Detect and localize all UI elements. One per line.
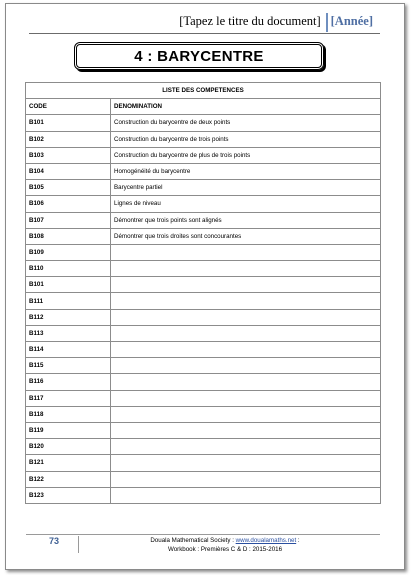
table-body [26, 115, 381, 504]
table-row [26, 342, 381, 358]
table-row [26, 228, 381, 244]
competence-code: B122 [26, 471, 111, 487]
competence-denomination [111, 374, 381, 390]
column-header-code: CODE [26, 99, 111, 115]
table-row [26, 131, 381, 147]
competence-denomination [111, 277, 381, 293]
table-row [26, 406, 381, 422]
footer-website-link[interactable]: www.doualamaths.net [235, 537, 297, 544]
competence-denomination: Construction du barycentre de plus de trois points [111, 147, 381, 163]
competence-code: B105 [26, 180, 111, 196]
column-header-denomination: DENOMINATION [111, 99, 381, 115]
footer-rule [26, 534, 380, 535]
table-row [26, 293, 381, 309]
table-row [26, 390, 381, 406]
table-row [26, 471, 381, 487]
competence-code: B120 [26, 439, 111, 455]
competence-code: B114 [26, 342, 111, 358]
competence-denomination [111, 309, 381, 325]
competence-code: B101 [26, 277, 111, 293]
competence-denomination: Démontrer que trois points sont alignés [111, 212, 381, 228]
footer-society-line [105, 536, 345, 545]
footer-separator [78, 536, 79, 553]
competence-code: B116 [26, 374, 111, 390]
page-number: 73 [49, 536, 60, 546]
competence-denomination: Démontrer que trois droites sont concourantes [111, 228, 381, 244]
competence-denomination: Barycentre partiel [111, 180, 381, 196]
header-rule [29, 33, 380, 34]
table-row [26, 358, 381, 374]
competence-code: B121 [26, 455, 111, 471]
competence-code: B104 [26, 163, 111, 179]
competence-denomination [111, 471, 381, 487]
competence-denomination [111, 422, 381, 438]
competence-code: B106 [26, 196, 111, 212]
competence-code: B115 [26, 358, 111, 374]
table-row [26, 261, 381, 277]
table-row [26, 277, 381, 293]
competence-code: B117 [26, 390, 111, 406]
chapter-title-box [74, 42, 324, 70]
table-row [26, 212, 381, 228]
table-row [26, 374, 381, 390]
table-row [26, 487, 381, 503]
table-row [26, 244, 381, 260]
competence-code: B108 [26, 228, 111, 244]
table-row [26, 455, 381, 471]
competence-denomination: Construction du barycentre de trois points [111, 131, 381, 147]
competence-denomination [111, 390, 381, 406]
competence-code: B123 [26, 487, 111, 503]
competence-denomination [111, 261, 381, 277]
competence-code: B113 [26, 325, 111, 341]
table-row [26, 196, 381, 212]
competence-code: B119 [26, 422, 111, 438]
footer-society-suffix: : [296, 537, 300, 544]
competence-code: B112 [26, 309, 111, 325]
competence-denomination: Construction du barycentre de deux points [111, 115, 381, 131]
competence-code: B102 [26, 131, 111, 147]
competence-denomination [111, 358, 381, 374]
competence-denomination [111, 406, 381, 422]
table-row [26, 115, 381, 131]
table-row [26, 325, 381, 341]
table-header-row [26, 99, 381, 115]
competence-denomination: Homogénéité du barycentre [111, 163, 381, 179]
competence-code: B118 [26, 406, 111, 422]
chapter-title: 4 : BARYCENTRE [134, 47, 264, 65]
table-caption: LISTE DES COMPETENCES [26, 83, 381, 99]
table-caption-row [26, 83, 381, 99]
footer-society: Douala Mathematical Society : [150, 537, 236, 544]
table-row [26, 422, 381, 438]
competence-denomination [111, 439, 381, 455]
competence-code: B110 [26, 261, 111, 277]
competence-denomination [111, 293, 381, 309]
competence-code: B111 [26, 293, 111, 309]
year-field[interactable]: [Année] [330, 14, 373, 28]
competence-denomination: Lignes de niveau [111, 196, 381, 212]
competence-denomination [111, 342, 381, 358]
competence-denomination [111, 244, 381, 260]
competence-code: B107 [26, 212, 111, 228]
table-row [26, 147, 381, 163]
document-title[interactable]: [Tapez le titre du document] [179, 14, 321, 28]
competence-code: B109 [26, 244, 111, 260]
competence-code: B103 [26, 147, 111, 163]
table-row [26, 309, 381, 325]
table-row [26, 180, 381, 196]
table-row [26, 163, 381, 179]
competence-denomination [111, 487, 381, 503]
competences-table [25, 82, 381, 504]
page-header [179, 13, 373, 32]
table-row [26, 439, 381, 455]
footer-text [105, 536, 345, 554]
competence-code: B101 [26, 115, 111, 131]
footer-workbook: Workbook : Premières C & D : 2015-2016 [167, 546, 283, 553]
competence-denomination [111, 325, 381, 341]
header-separator [326, 13, 328, 32]
competence-denomination [111, 455, 381, 471]
